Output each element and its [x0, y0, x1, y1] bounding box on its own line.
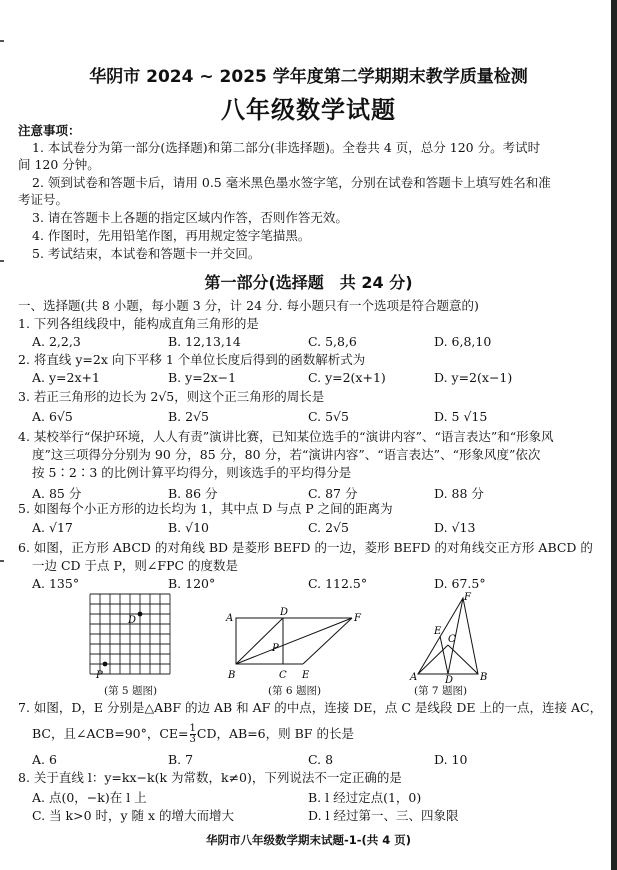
label-e: E — [434, 626, 442, 637]
q2-option-a: A. y=2x+1 — [32, 370, 100, 385]
question-1-stem: 1. 下列各组线段中，能构成直角三角形的是 — [18, 316, 259, 331]
notice-line: 考证号。 — [18, 192, 69, 207]
binding-mark — [0, 260, 4, 262]
q6-option-d: D. 67.5° — [434, 576, 486, 591]
notice-line: 4. 作图时，先用铅笔作图，再用规定签字笔描黑。 — [32, 228, 311, 243]
q3-option-b: B. 2√5 — [168, 409, 210, 424]
notice-line: 2. 领到试卷和答题卡后，请用 0.5 毫米黑色墨水签字笔，分别在试卷和答题卡上填写姓名和准 — [32, 175, 551, 190]
label-c: C — [448, 634, 456, 645]
question-8-stem: 8. 关于直线 l：y=kx−k(k 为常数，k≠0)，下列说法不一定正确的是 — [18, 770, 402, 785]
notice-line: 1. 本试卷分为第一部分(选择题)和第二部分(非选择题)。全卷共 4 页，总分 120 分。考试时 — [32, 140, 541, 155]
label-b: B — [480, 672, 488, 683]
q8-option-b: B. l 经过定点(1，0) — [308, 790, 422, 805]
label-a: A — [226, 613, 234, 624]
label-c: C — [279, 670, 287, 681]
q2-option-b: B. y=2x−1 — [168, 370, 237, 385]
label-e: E — [302, 670, 310, 681]
figure-6-diagram — [222, 606, 372, 686]
q3-option-a: A. 6√5 — [32, 409, 73, 424]
figure-6-caption: (第 6 题图) — [268, 685, 322, 697]
q2-option-d: D. y=2(x−1) — [434, 370, 513, 385]
q1-option-d: D. 6,8,10 — [434, 334, 492, 349]
binding-mark — [0, 40, 4, 42]
page-footer: 华阴市八年级数学期末试题-1-(共 4 页) — [205, 833, 412, 847]
q7-option-a: A. 6 — [32, 752, 57, 767]
q1-option-c: C. 5,8,6 — [308, 334, 357, 349]
label-b: B — [228, 670, 236, 681]
section-title: 第一部分(选择题 共 24 分) — [204, 273, 413, 292]
exam-subtitle: 八年级数学试题 — [221, 96, 396, 124]
label-d: D — [445, 675, 454, 685]
q4-option-b: B. 86 分 — [168, 486, 218, 501]
q5-option-d: D. √13 — [434, 520, 476, 535]
point-p — [103, 662, 108, 667]
q6-option-c: C. 112.5° — [308, 576, 368, 591]
q3-option-d: D. 5 √15 — [434, 409, 488, 424]
q2-option-c: C. y=2(x+1) — [308, 370, 386, 385]
question-5-stem: 5. 如图每个小正方形的边长均为 1，其中点 D 与点 P 之间的距离为 — [18, 501, 393, 516]
q4-option-c: C. 87 分 — [308, 486, 358, 501]
question-6-stem: 6. 如图，正方形 ABCD 的对角线 BD 是菱形 BEFD 的一边，菱形 BEFD 的对角线交正方形 ABCD 的 — [18, 540, 593, 555]
q6-option-b: B. 120° — [168, 576, 216, 591]
label-p: P — [272, 643, 279, 654]
question-2-stem: 2. 将直线 y=2x 向下平移 1 个单位长度后得到的函数解析式为 — [18, 352, 366, 367]
notice-line: 5. 考试结束，本试卷和答题卡一并交回。 — [32, 246, 261, 261]
q5-option-b: B. √10 — [168, 520, 210, 535]
question-4-stem: 按 5∶2∶3 的比例计算平均得分，则该选手的平均得分是 — [32, 465, 352, 480]
figure-7-diagram — [408, 590, 498, 685]
q5-option-c: C. 2√5 — [308, 520, 349, 535]
q7-option-b: B. 7 — [168, 752, 194, 767]
q8-option-a: A. 点(0，−k)在 l 上 — [32, 790, 147, 805]
q1-option-b: B. 12,13,14 — [168, 334, 241, 349]
q3-option-c: C. 5√5 — [308, 409, 349, 424]
page-edge-bar — [611, 0, 617, 870]
figure-7-caption: (第 7 题图) — [414, 685, 468, 697]
label-d: D — [128, 615, 137, 626]
label-f: F — [354, 613, 361, 624]
question-3-stem: 3. 若正三角形的边长为 2√5，则这个正三角形的周长是 — [18, 389, 325, 404]
notice-label: 注意事项： — [18, 123, 81, 138]
fraction: $\frac{1}{3}$ — [189, 723, 196, 745]
question-7-stem: 7. 如图，D，E 分别是△ABF 的边 AB 和 AF 的中点，连接 DE，点 C 是线段 DE 上的一点，连接 AC， — [18, 700, 603, 715]
notice-line: 3. 请在答题卡上各题的指定区域内作答，否则作答无效。 — [32, 210, 348, 225]
q7-option-d: D. 10 — [434, 752, 468, 767]
q1-option-a: A. 2,2,3 — [32, 334, 81, 349]
question-6-stem: 一边 CD 于点 P，则∠FPC 的度数是 — [32, 558, 239, 573]
question-4-stem: 度”这三项得分分别为 90 分，85 分，80 分，若“演讲内容”、“语言表达”、“形象风度”依次 — [32, 447, 541, 462]
q5-option-a: A. √17 — [32, 520, 73, 535]
label-p: P — [96, 670, 103, 681]
label-d: D — [280, 607, 289, 618]
notice-line: 间 120 分钟。 — [18, 157, 100, 172]
q6-option-a: A. 135° — [32, 576, 80, 591]
q8-option-d: D. l 经过第一、三、四象限 — [308, 808, 459, 823]
section-intro: 一、选择题(共 8 小题，每小题 3 分，计 24 分. 每小题只有一个选项是符合题意的) — [18, 298, 479, 313]
q4-option-a: A. 85 分 — [32, 486, 82, 501]
q4-option-d: D. 88 分 — [434, 486, 484, 501]
exam-title: 华阴市 2024 ~ 2025 学年度第二学期期末教学质量检测 — [89, 67, 528, 87]
figure-5-caption: (第 5 题图) — [104, 685, 158, 697]
figure-5-grid — [86, 590, 186, 690]
label-a: A — [410, 672, 418, 683]
q8-option-c: C. 当 k>0 时，y 随 x 的增大而增大 — [32, 808, 235, 823]
q7-option-c: C. 8 — [308, 752, 334, 767]
point-d — [138, 612, 143, 617]
binding-mark — [0, 560, 4, 562]
label-f: F — [464, 592, 471, 603]
question-7-stem: BC，且∠ACB=90°，CE= $\frac{1}{3}$ CD，AB=6，则 BF 的长是 — [32, 723, 354, 745]
question-4-stem: 4. 某校举行“保护环境，人人有责”演讲比赛，已知某位选手的“演讲内容”、“语言表达”和“形象风 — [18, 429, 554, 444]
